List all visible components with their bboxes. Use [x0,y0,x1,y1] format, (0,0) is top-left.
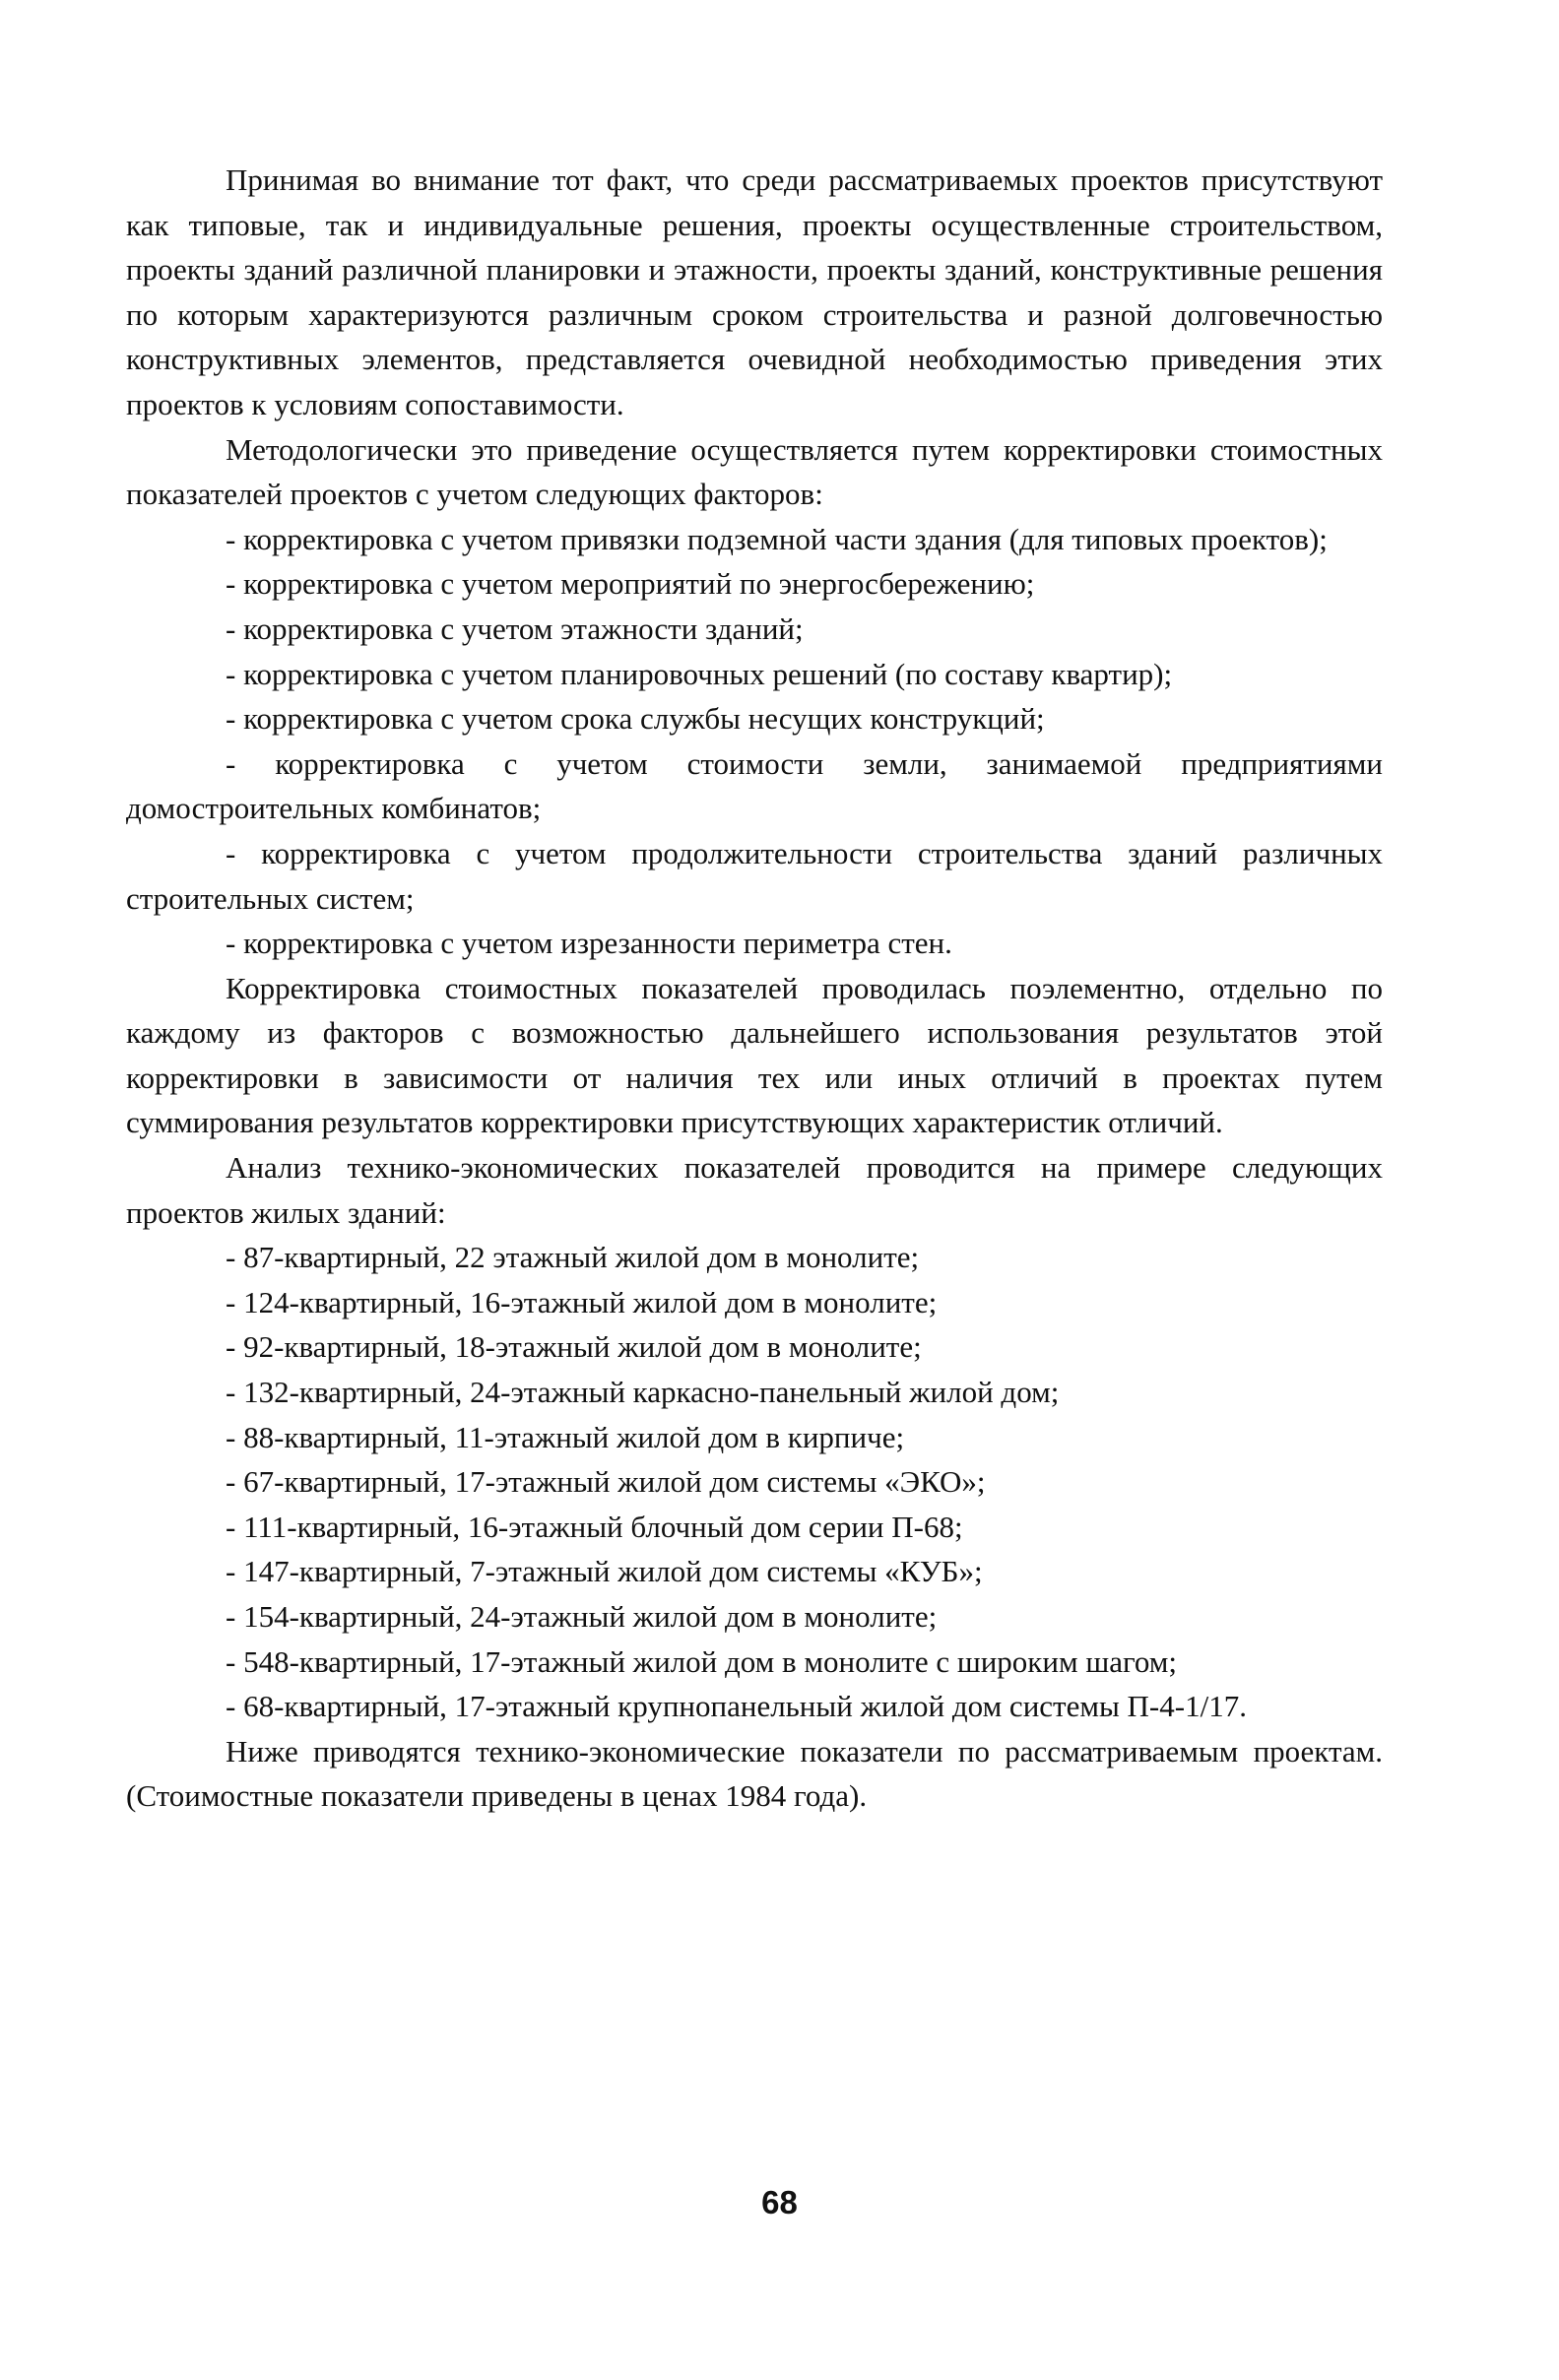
project-list-item: - 67-квартирный, 17-этажный жилой дом системы «ЭКО»; [226,1464,986,1500]
project-list-item: - 124-квартирный, 16-этажный жилой дом в монолите; [226,1284,938,1319]
factor-list-item: - корректировка с учетом планировочных решений (по составу квартир); [226,656,1173,691]
factor-list-item: - корректировка с учетом срока службы несущих конструкций; [226,701,1045,737]
paragraph-adjustment: Корректировка стоимостных показателей проводилась поэлементно, отдельно по каждому из факторов с возможностью дальнейшего использования результатов этой корректировки в зависимости от наличия тех или иных отличий в проектах путем суммирования результатов корректировки присутствующих характеристик отличий. [126,970,1383,1140]
factor-list-item: - корректировка с учетом стоимости земли, занимаемой предприятиями домостроительных комбинатов; [126,745,1383,826]
project-list-item: - 548-квартирный, 17-этажный жилой дом в монолите с широким шагом; [226,1643,1178,1679]
project-list-item: - 88-квартирный, 11-этажный жилой дом в кирпиче; [226,1419,905,1454]
document-page [126,158,1383,1819]
project-list-item: - 111-квартирный, 16-этажный блочный дом серии П-68; [226,1509,963,1544]
project-list-item: - 68-квартирный, 17-этажный крупнопанельный жилой дом системы П-4-1/17. [226,1689,1247,1724]
paragraph-indicators: Ниже приводятся технико-экономические показатели по рассматриваемым проектам. (Стоимостные показатели приведены в ценах 1984 года). [126,1733,1383,1814]
factor-list-item: - корректировка с учетом этажности зданий; [226,611,804,646]
project-list-item: - 147-квартирный, 7-этажный жилой дом системы «КУБ»; [226,1554,983,1589]
project-list-item: - 87-квартирный, 22 этажный жилой дом в монолите; [226,1240,920,1275]
project-list-item: - 92-квартирный, 18-этажный жилой дом в монолите; [226,1329,922,1365]
factor-list-item: - корректировка с учетом привязки подземной части здания (для типовых проектов); [226,521,1328,556]
factor-list-item: - корректировка с учетом изрезанности периметра стен. [226,926,952,961]
project-list-item: - 154-квартирный, 24-этажный жилой дом в монолите; [226,1599,938,1634]
paragraph-methodology: Методологически это приведение осуществляется путем корректировки стоимостных показателей проектов с учетом следующих факторов: [126,431,1383,512]
project-list-item: - 132-квартирный, 24-этажный каркасно-панельный жилой дом; [226,1375,1060,1410]
page-number: 68 [761,2184,798,2220]
paragraph-analysis: Анализ технико-экономических показателей проводится на примере следующих проектов жилых зданий: [126,1150,1383,1230]
factor-list-item: - корректировка с учетом продолжительности строительства зданий различных строительных систем; [126,835,1383,916]
factor-list-item: - корректировка с учетом мероприятий по энергосбережению; [226,566,1035,602]
paragraph-comparability: Принимая во внимание тот факт, что среди рассматриваемых проектов присутствуют как типовые, так и индивидуальные решения, проекты осуществленные строительством, проекты зданий различной планировки и этажности, проекты зданий, конструктивные решения по которым характеризуются различным сроком строительства и разной долговечностью конструктивных элементов, представляется очевидной необходимостью приведения этих проектов к условиям сопоставимости. [126,162,1383,421]
